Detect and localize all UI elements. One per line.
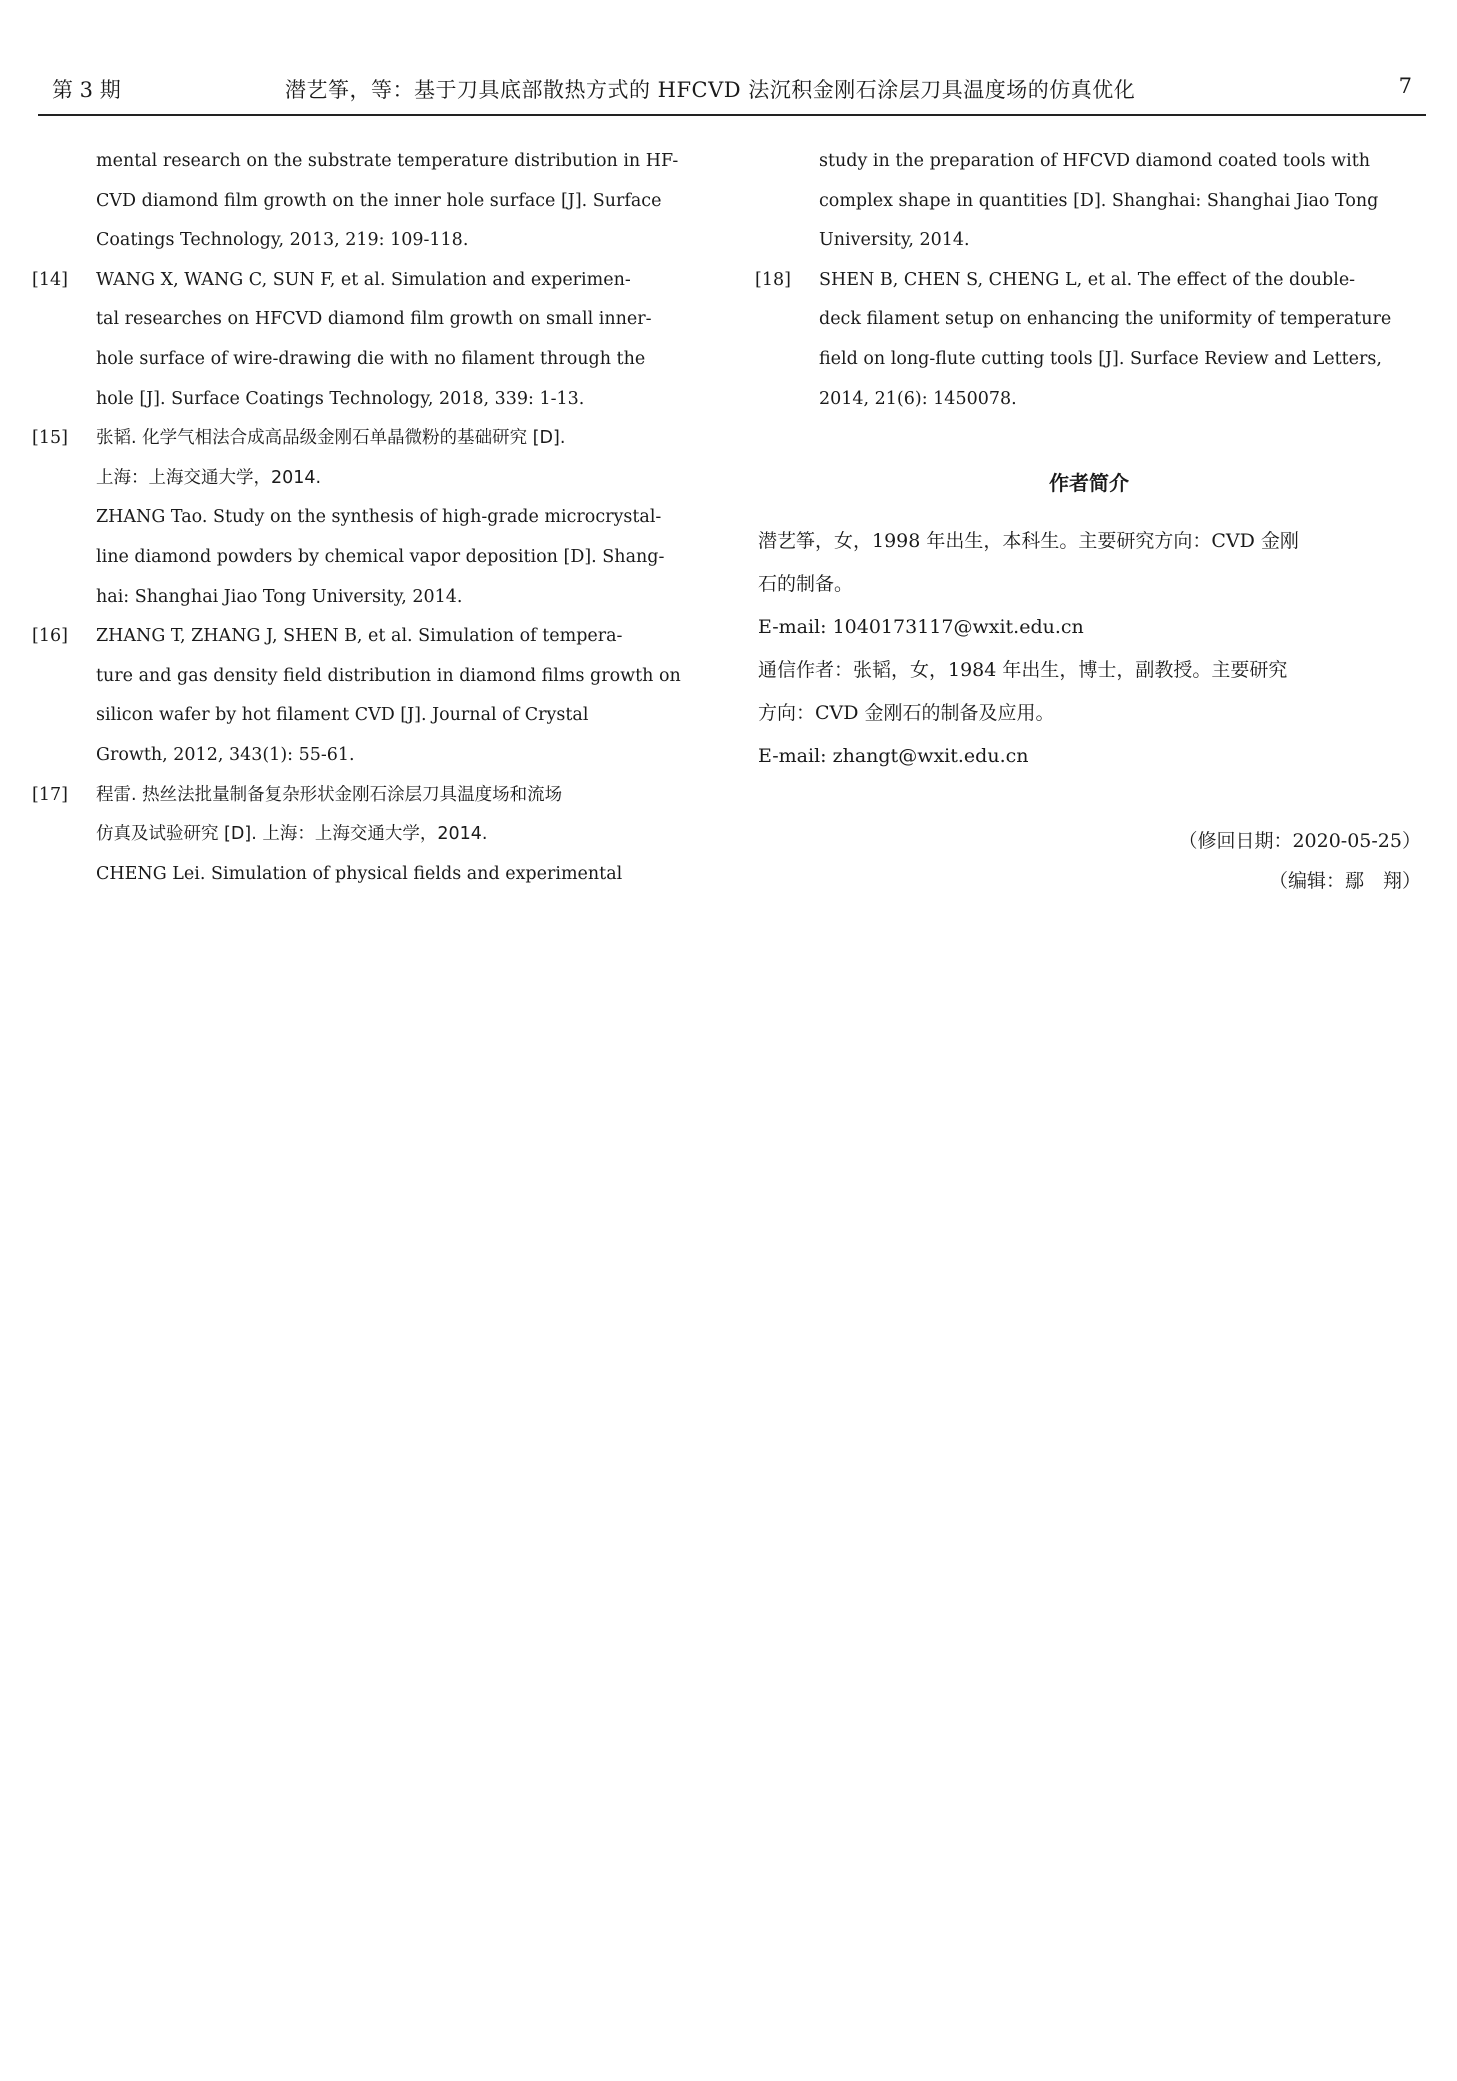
reference-13-continued (32, 142, 700, 261)
ref-line: Growth, 2012, 343(1): 55-61. (96, 744, 355, 765)
ref-line: 程雷. 热丝法批量制备复杂形状金刚石涂层刀具温度场和流场 (96, 784, 563, 805)
reference-17-continued (755, 142, 1423, 261)
reference-14 (32, 261, 700, 419)
ref-line: silicon wafer by hot filament CVD [J]. Journal of Crystal (96, 705, 589, 726)
ref-line: deck filament setup on enhancing the uniformity of temperature (819, 309, 1392, 330)
page-number: 7 (1398, 74, 1412, 98)
reference-number: [18] (755, 269, 791, 290)
ref-line: ture and gas density field distribution in diamond films growth on (96, 665, 681, 686)
ref-line: Coatings Technology, 2013, 219: 109-118. (96, 230, 469, 251)
ref-line: tal researches on HFCVD diamond film growth on small inner- (96, 309, 652, 330)
reference-18 (755, 261, 1423, 419)
ref-line: line diamond powders by chemical vapor deposition [D]. Shang- (96, 546, 665, 567)
ref-line: hole surface of wire-drawing die with no filament through the (96, 348, 646, 369)
running-header (38, 70, 1426, 116)
reference-16 (32, 617, 700, 775)
bio-line: 石的制备。 (758, 573, 854, 595)
ref-line: WANG X, WANG C, SUN F, et al. Simulation and experimen- (96, 269, 631, 290)
ref-line: study in the preparation of HFCVD diamond coated tools with (819, 151, 1370, 171)
references-left-column (32, 142, 700, 894)
ref-line: field on long-flute cutting tools [J]. Surface Review and Letters, (819, 348, 1382, 369)
ref-line: complex shape in quantities [D]. Shanghai: Shanghai Jiao Tong (819, 190, 1379, 211)
reference-15 (32, 419, 700, 617)
ref-line: CHENG Lei. Simulation of physical fields and experimental (96, 863, 623, 884)
bio-line: 潜艺筝，女，1998 年出生，本科生。主要研究方向：CVD 金刚 (758, 530, 1299, 552)
issue-number: 第 3 期 (52, 78, 121, 102)
reference-number: [16] (32, 626, 68, 647)
ref-line: SHEN B, CHEN S, CHENG L, et al. The effect of the double- (819, 269, 1356, 290)
author-bio (758, 520, 1423, 778)
ref-line: 上海：上海交通大学，2014. (96, 467, 322, 488)
reference-number: [15] (32, 428, 68, 449)
ref-line: ZHANG Tao. Study on the synthesis of high-grade microcrystal- (96, 507, 662, 528)
bio-email: E-mail: 1040173117@wxit.edu.cn (758, 616, 1084, 638)
bio-line: 通信作者：张韬，女，1984 年出生，博士，副教授。主要研究 (758, 659, 1288, 681)
reference-number: [14] (32, 269, 68, 290)
ref-line: ZHANG T, ZHANG J, SHEN B, et al. Simulation of tempera- (96, 626, 623, 647)
ref-line: hole [J]. Surface Coatings Technology, 2018, 339: 1-13. (96, 388, 585, 409)
ref-line: hai: Shanghai Jiao Tong University, 2014. (96, 586, 463, 607)
reference-number: [17] (32, 784, 68, 805)
reference-17 (32, 776, 700, 895)
running-title: 潜艺筝，等：基于刀具底部散热方式的 HFCVD 法沉积金刚石涂层刀具温度场的仿真优化 (285, 78, 1136, 102)
ref-line: 张韬. 化学气相法合成高品级金刚石单晶微粉的基础研究 [D]. (96, 428, 566, 449)
ref-line: University, 2014. (819, 230, 970, 251)
author-bio-heading: 作者简介 (1049, 471, 1129, 495)
editor-credit: （编辑：鄢 翔） (1268, 870, 1421, 892)
revision-date: （修回日期：2020-05-25） (1178, 830, 1421, 852)
references-right-column (755, 142, 1423, 419)
bio-email: E-mail: zhangt@wxit.edu.cn (758, 745, 1029, 767)
bio-line: 方向：CVD 金刚石的制备及应用。 (758, 702, 1055, 724)
ref-line: 仿真及试验研究 [D]. 上海：上海交通大学，2014. (96, 824, 488, 845)
ref-line: mental research on the substrate temperature distribution in HF- (96, 151, 679, 171)
ref-line: CVD diamond film growth on the inner hole surface [J]. Surface (96, 190, 662, 211)
ref-line: 2014, 21(6): 1450078. (819, 388, 1017, 409)
